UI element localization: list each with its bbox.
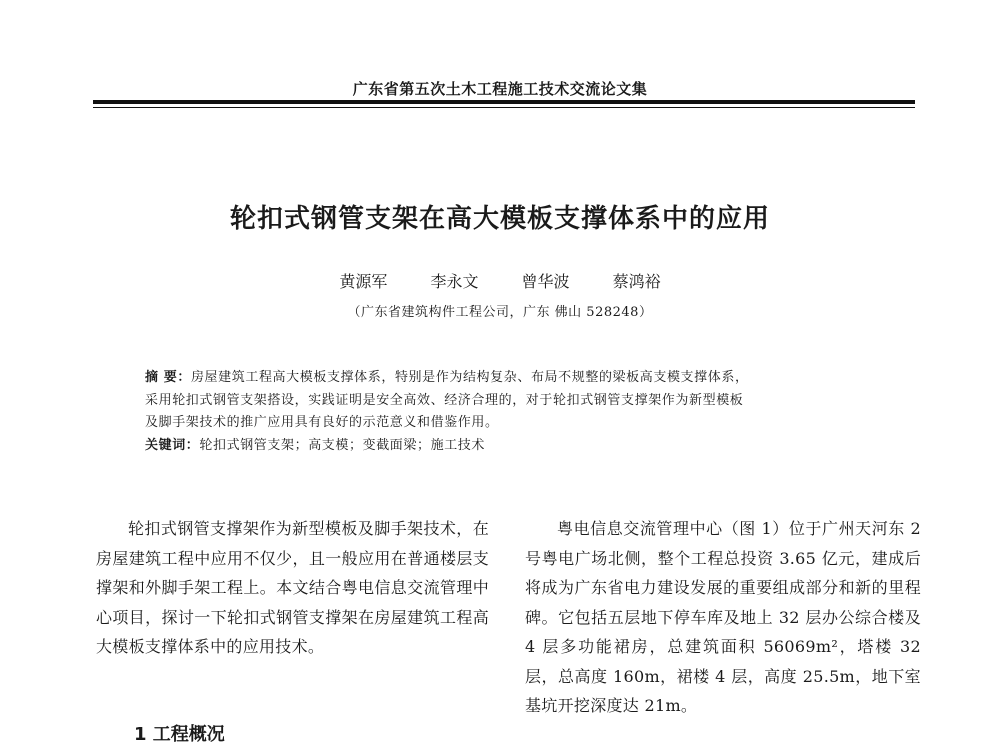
keywords-label: 关键词：: [145, 437, 200, 453]
keywords-line: [145, 435, 870, 458]
author-name: 曾华波: [521, 272, 570, 291]
body-column-right: [525, 514, 921, 721]
intro-paragraph: 轮扣式钢管支撑架作为新型模板及脚手架技术，在房屋建筑工程中应用不仅少，且一般应用在普通楼层支撑架和外脚手架工程上。本文结合粤电信息交流管理中心项目，探讨一下轮扣式钢管支撑架在房屋建筑工程高大模板支撑体系中的应用技术。: [96, 519, 489, 656]
header-rule-thick: [93, 100, 915, 104]
author-name: 李永文: [430, 272, 479, 291]
section-heading: 1 工程概况: [134, 724, 225, 745]
abstract-line: 采用轮扣式钢管支架搭设，实践证明是安全高效、经济合理的，对于轮扣式钢管支撑架作为新型模板: [145, 392, 744, 408]
abstract-block: [145, 367, 870, 457]
abstract-text: 房屋建筑工程高大模板支撑体系，特别是作为结构复杂、布局不规整的梁板高支模支撑体系，: [190, 370, 749, 385]
paper-title: 轮扣式钢管支架在高大模板支撑体系中的应用: [229, 204, 770, 234]
header-rule-thin: [93, 107, 915, 108]
author-name: 蔡鸿裕: [612, 272, 661, 291]
abstract-line: 及脚手架技术的推广应用具有良好的示范意义和借鉴作用。: [145, 415, 499, 430]
abstract-label: 摘 要：: [145, 370, 191, 385]
body-column-left: [96, 514, 489, 662]
project-overview-paragraph: 粤电信息交流管理中心（图 1）位于广州天河东 2 号粤电广场北侧，整个工程总投资 3.65 亿元，建成后将成为广东省电力建设发展的重要组成部分和新的里程碑。它包括五层地下停车库及地上 32 层办公综合楼及 4 层多功能裙房，总建筑面积 56069m²，塔楼 32 层，总高度 160m，裙楼 4 层，高度 25.5m，地下室基坑开挖深度达 21m。: [525, 519, 921, 715]
author-list: [0, 269, 1000, 292]
keywords-text: 轮扣式钢管支架；高支模；变截面梁；施工技术: [199, 437, 486, 453]
abstract-line: [145, 367, 870, 390]
journal-header: 广东省第五次土木工程施工技术交流论文集: [352, 80, 648, 98]
author-affiliation: （广东省建筑构件工程公司，广东 佛山 528248）: [347, 305, 653, 320]
author-name: 黄源军: [339, 272, 388, 291]
